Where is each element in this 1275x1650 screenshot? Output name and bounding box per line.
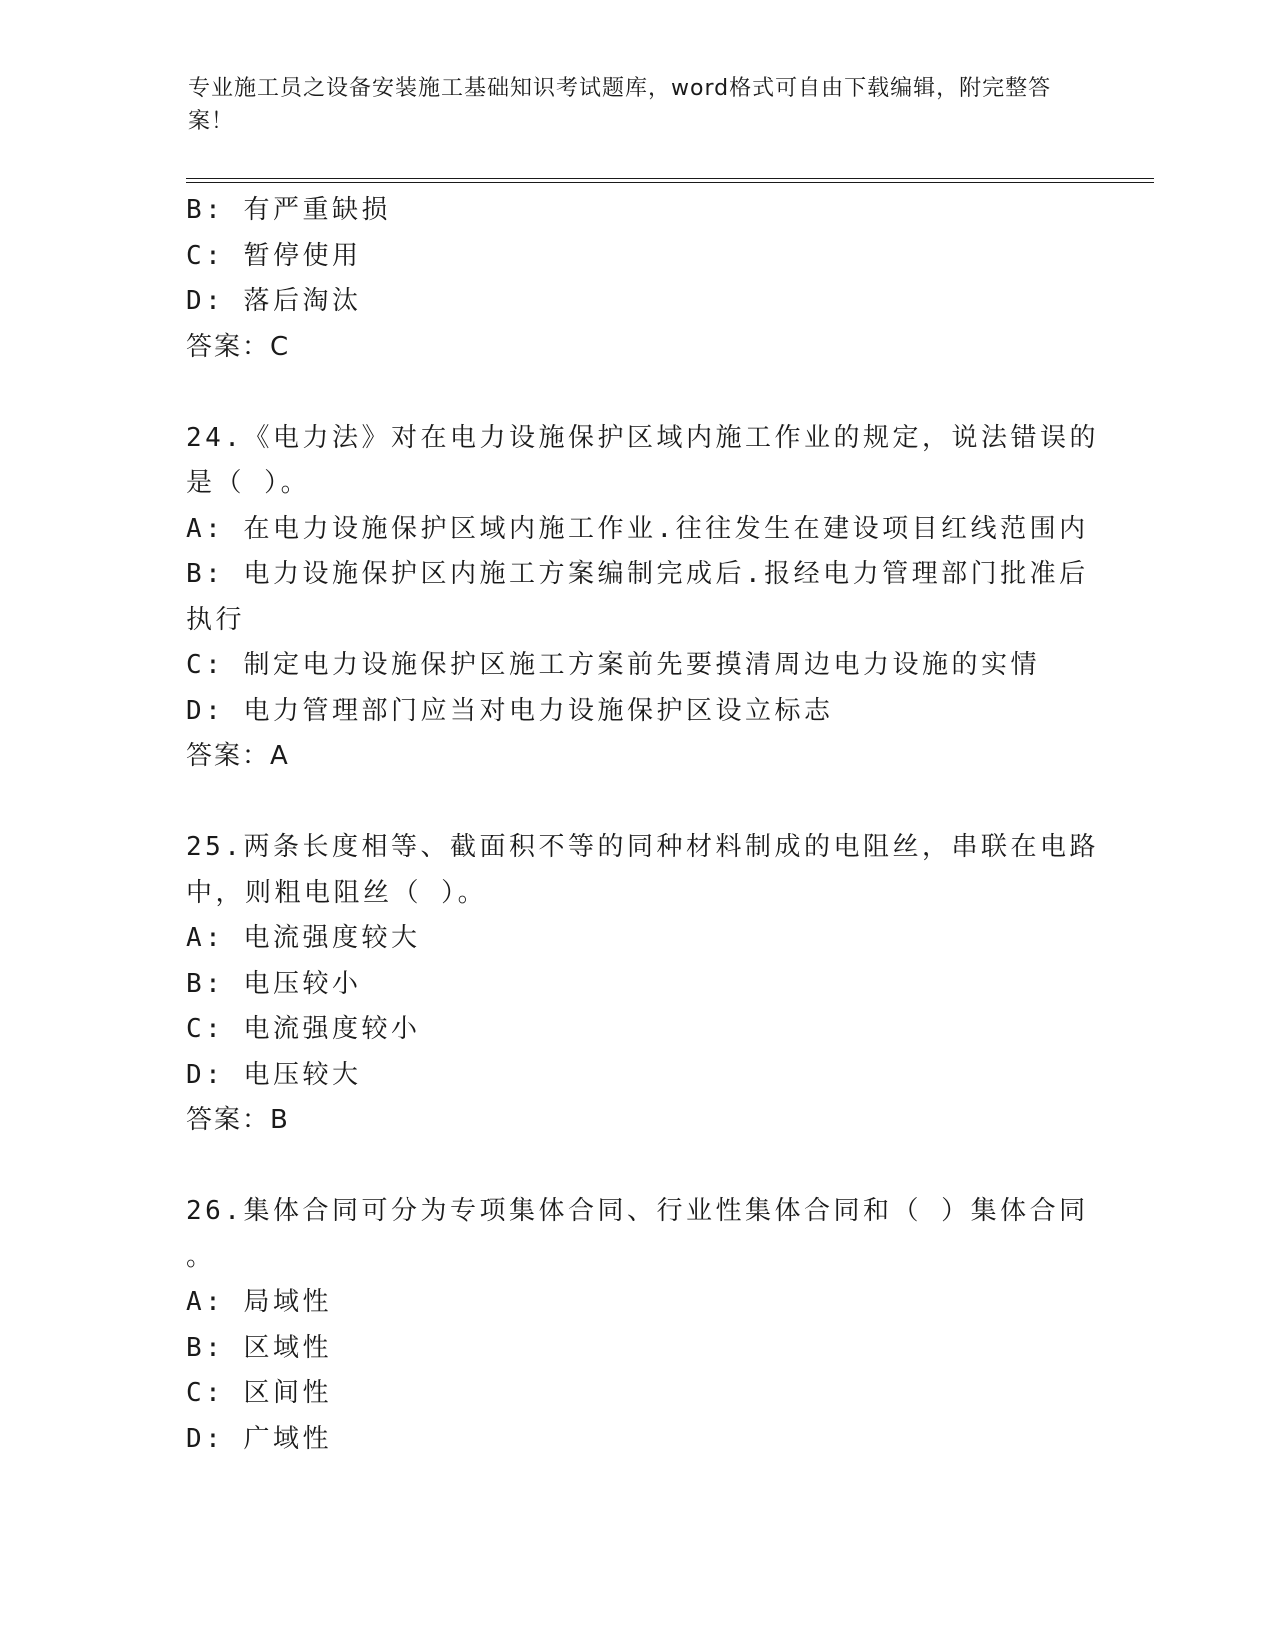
question-26 (186, 1189, 1089, 1462)
question-stem: 中，则粗电阻丝（ ）。 (186, 877, 488, 908)
option-d: D: 落后淘汰 (186, 286, 362, 316)
spacer (186, 1144, 1066, 1190)
question-25 (186, 825, 1099, 1144)
answer-line: 答案：B (186, 1105, 290, 1135)
document-title: 专业施工员之设备安装施工基础知识考试题库，word格式可自由下载编辑，附完整答案！ (188, 76, 1052, 134)
option-c: C: 区间性 (186, 1378, 332, 1408)
option-a: A: 在电力设施保护区域内施工作业.往往发生在建设项目红线范围内 (186, 513, 1089, 544)
option-b: B: 电力设施保护区内施工方案编制完成后.报经电力管理部门批准后 (186, 559, 1089, 589)
answer-line: 答案：C (186, 331, 291, 362)
spacer (186, 780, 1066, 826)
option-a: A: 电流强度较大 (186, 923, 421, 953)
option-b-continued: 执行 (186, 604, 246, 635)
answer-line: 答案：A (186, 741, 290, 771)
option-a: A: 局域性 (186, 1287, 332, 1317)
spacer (186, 370, 1066, 416)
question-stem: 24.《电力法》对在电力设施保护区域内施工作业的规定，说法错误的 (186, 422, 1099, 453)
question-list (186, 188, 1099, 1462)
question-stem: 25.两条长度相等、截面积不等的同种材料制成的电阻丝，串联在电路 (186, 832, 1099, 862)
question-23-tail (186, 188, 1066, 370)
question-stem: 是（ ）。 (186, 468, 311, 498)
option-b: B: 区域性 (186, 1332, 332, 1363)
header-divider (186, 178, 1154, 183)
question-stem: 26.集体合同可分为专项集体合同、行业性集体合同和（ ）集体合同 (186, 1196, 1089, 1226)
option-d: D: 电压较大 (186, 1059, 362, 1090)
question-24 (186, 416, 1099, 780)
option-c: C: 暂停使用 (186, 240, 362, 271)
option-b: B: 有严重缺损 (186, 195, 391, 225)
question-stem: 。 (186, 1241, 216, 1272)
option-c: C: 电流强度较小 (186, 1014, 421, 1044)
option-d: D: 电力管理部门应当对电力设施保护区设立标志 (186, 695, 834, 726)
option-c: C: 制定电力设施保护区施工方案前先要摸清周边电力设施的实情 (186, 650, 1040, 680)
option-d: D: 广域性 (186, 1423, 332, 1454)
document-header (188, 72, 1068, 138)
option-b: B: 电压较小 (186, 968, 362, 999)
